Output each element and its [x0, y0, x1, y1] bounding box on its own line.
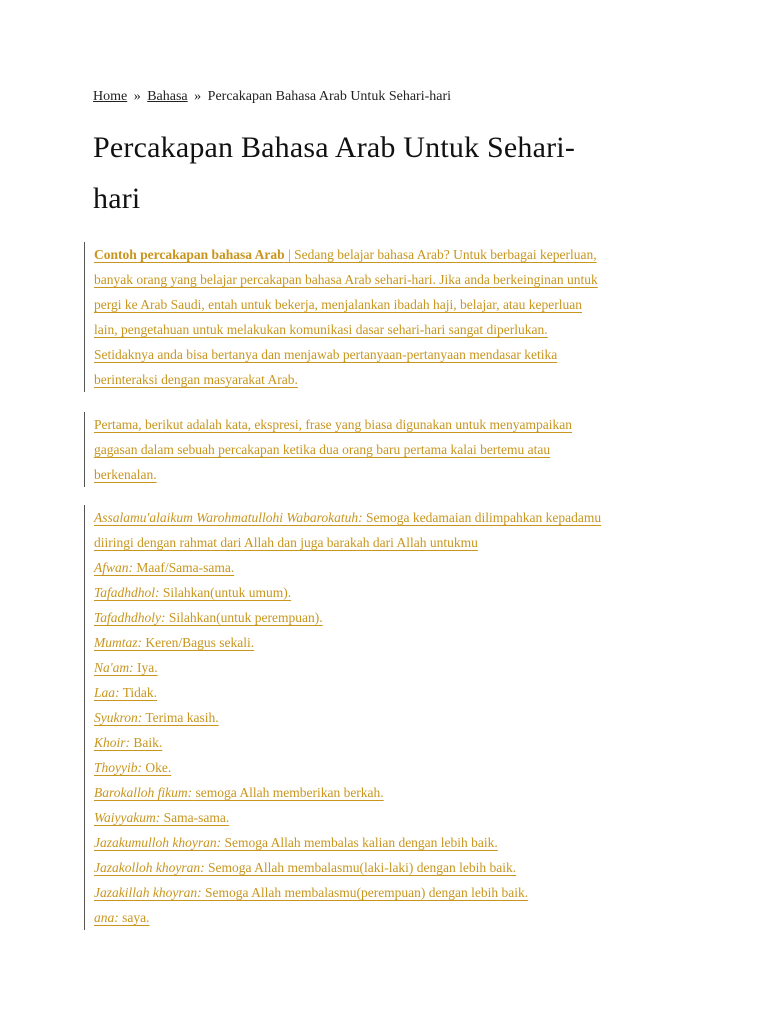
intro-link[interactable] — [94, 247, 597, 262]
vocab-meaning: Oke. — [142, 760, 172, 775]
vocab-term: Syukron: — [94, 710, 143, 725]
vocab-item[interactable] — [94, 910, 150, 925]
page-title — [93, 122, 693, 224]
vocab-term: Assalamu'alaikum Warohmatullohi Wabarokatuh: — [94, 510, 363, 525]
vocab-item[interactable] — [94, 860, 516, 875]
vocab-meaning: Silahkan(untuk umum). — [159, 585, 292, 600]
vocab-meaning: Baik. — [130, 735, 163, 750]
vocab-item[interactable] — [94, 610, 323, 625]
intro-line[interactable]: berinteraksi dengan masyarakat Arab. — [94, 372, 298, 387]
vocab-list — [84, 505, 694, 930]
vocab-item[interactable] — [94, 785, 384, 800]
intro-paragraph — [84, 242, 694, 392]
vocab-meaning: Silahkan(untuk perempuan). — [165, 610, 323, 625]
vocab-item[interactable] — [94, 535, 478, 550]
intro-line: | Sedang belajar bahasa Arab? Untuk berbagai keperluan, — [284, 247, 597, 262]
breadcrumb-category-link[interactable]: Bahasa — [147, 89, 188, 104]
intro-line[interactable]: pergi ke Arab Saudi, entah untuk bekerja, menjalankan ibadah haji, belajar, atau keperluan — [94, 297, 583, 312]
vocab-term: Barokalloh fikum: — [94, 785, 193, 800]
vocab-item[interactable] — [94, 810, 229, 825]
vocab-term: Jazakillah khoyran: — [94, 885, 202, 900]
vocab-meaning: Iya. — [133, 660, 158, 675]
vocab-meaning: saya. — [118, 910, 150, 925]
vocab-item[interactable] — [94, 585, 291, 600]
vocab-item[interactable] — [94, 685, 157, 700]
vocab-meaning: Tidak. — [119, 685, 158, 700]
vocab-meaning: Semoga Allah membalas kalian dengan lebih baik. — [221, 835, 498, 850]
vocab-item[interactable] — [94, 660, 158, 675]
vocab-term: Khoir: — [94, 735, 131, 750]
vocab-term: Na'am: — [94, 660, 134, 675]
vocab-item[interactable] — [94, 710, 219, 725]
vocab-term: Tafadhdhol: — [94, 585, 160, 600]
vocab-item[interactable] — [94, 835, 498, 850]
page-title-line-2: hari — [93, 182, 141, 215]
intro-line[interactable]: banyak orang yang belajar percakapan bahasa Arab sehari-hari. Jika anda berkeinginan untuk — [94, 272, 598, 287]
breadcrumb — [93, 87, 451, 107]
breadcrumb-home-link[interactable]: Home — [93, 89, 128, 104]
vocab-item[interactable] — [94, 885, 528, 900]
vocab-meaning: semoga Allah memberikan berkah. — [192, 785, 384, 800]
intro-line[interactable]: lain, pengetahuan untuk melakukan komunikasi dasar sehari-hari sangat diperlukan. — [94, 322, 548, 337]
vocab-term: Jazakolloh khoyran: — [94, 860, 205, 875]
vocab-item[interactable] — [94, 760, 171, 775]
vocab-term: Thoyyib: — [94, 760, 142, 775]
breadcrumb-current: Percakapan Bahasa Arab Untuk Sehari-hari — [207, 89, 452, 104]
vocab-meaning: Semoga Allah membalasmu(laki-laki) dengan lebih baik. — [204, 860, 517, 875]
vocab-term: Afwan: — [94, 560, 133, 575]
first-line[interactable]: Pertama, berikut adalah kata, ekspresi, frase yang biasa digunakan untuk menyampaikan — [94, 417, 572, 432]
vocab-term: Laa: — [94, 685, 120, 700]
first-line[interactable]: gagasan dalam sebuah percakapan ketika dua orang baru pertama kalai bertemu atau — [94, 442, 551, 457]
first-line[interactable]: berkenalan. — [94, 467, 157, 482]
intro-bold-link-text: Contoh percakapan bahasa Arab — [94, 247, 285, 262]
vocab-meaning: diiringi dengan rahmat dari Allah dan juga barakah dari Allah untukmu — [94, 535, 478, 550]
vocab-term: Mumtaz: — [94, 635, 142, 650]
vocab-meaning: Keren/Bagus sekali. — [142, 635, 255, 650]
vocab-term: Waiyyakum: — [94, 810, 161, 825]
vocab-meaning: Sama-sama. — [160, 810, 230, 825]
vocab-meaning: Semoga Allah membalasmu(perempuan) dengan lebih baik. — [201, 885, 529, 900]
vocab-meaning: Terima kasih. — [142, 710, 219, 725]
first-paragraph — [84, 412, 694, 487]
vocab-item[interactable] — [94, 560, 234, 575]
breadcrumb-separator: » — [194, 89, 202, 104]
vocab-meaning: Semoga kedamaian dilimpahkan kepadamu — [362, 510, 602, 525]
vocab-item[interactable] — [94, 735, 162, 750]
vocab-term: ana: — [94, 910, 119, 925]
vocab-term: Tafadhdholy: — [94, 610, 166, 625]
vocab-item[interactable] — [94, 635, 254, 650]
vocab-item[interactable] — [94, 510, 601, 525]
intro-line[interactable]: Setidaknya anda bisa bertanya dan menjawab pertanyaan-pertanyaan mendasar ketika — [94, 347, 558, 362]
page-title-line-1: Percakapan Bahasa Arab Untuk Sehari- — [93, 131, 576, 164]
vocab-meaning: Maaf/Sama-sama. — [133, 560, 235, 575]
vocab-term: Jazakumulloh khoyran: — [94, 835, 222, 850]
breadcrumb-separator: » — [133, 89, 141, 104]
